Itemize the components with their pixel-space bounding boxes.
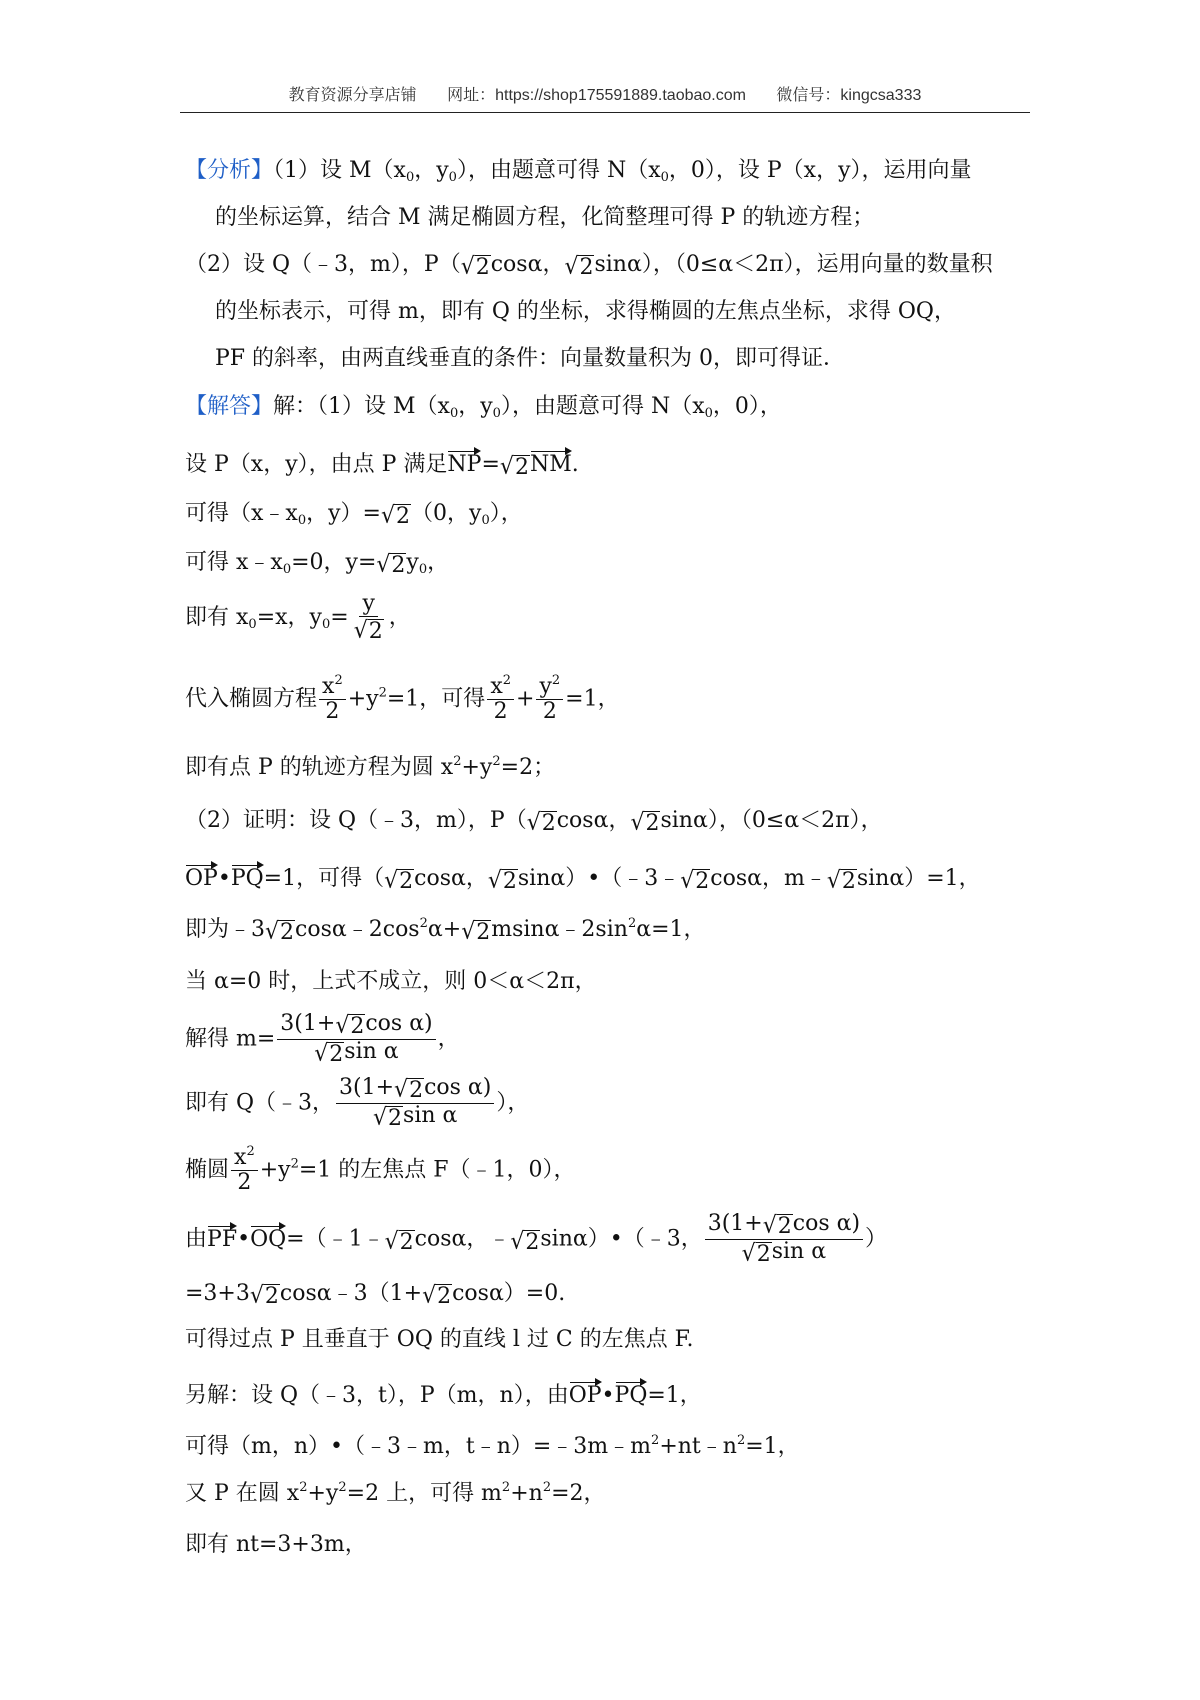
vector-op: OP — [569, 1379, 602, 1407]
fraction-m: 3(1+ √ 2 cos α) √ 2 sin α — [277, 1012, 435, 1067]
solution-line-9: OP•PQ=1，可得（ √ 2 cosα， √ 2 sinα）•（﹣3﹣ √ 2 cosα，m﹣ √ 2 sinα）=1， — [185, 862, 981, 894]
solution-line-7: 即有点 P 的轨迹方程为圆 $x^2+y^2=2$； — [185, 754, 556, 780]
solution-line-13: 即有 Q（﹣3， 3(1+ √ 2 cos α) √ 2 sin α ）， — [185, 1075, 530, 1131]
solution-line-17: 可得过点 P 且垂直于 OQ 的直线 l 过 C 的左焦点 F. — [185, 1327, 694, 1352]
vector-pf: PF — [207, 1223, 237, 1251]
fraction-x2-over-2: $\frac{x^2}{2}$ — [319, 675, 346, 724]
vector-op: OP — [185, 862, 218, 890]
analysis-line-5: PF 的斜率，由两直线垂直的条件：向量数量积为 0，即可得证． — [215, 346, 846, 371]
solution-line-10: 即为﹣3 √ 2 $\cos\alpha﹣2\cos^2\alpha+$ √ 2 $msin\alpha﹣2\sin^2\alpha=1$， — [185, 916, 706, 945]
analysis-line-4: 的坐标表示，可得 m，即有 Q 的坐标，求得椭圆的左焦点坐标，求得 OQ， — [215, 299, 956, 324]
analysis-tag: 【分析】 — [185, 158, 274, 183]
analysis-line-2: 的坐标运算，结合 M 满足椭圆方程，化简整理可得 P 的轨迹方程； — [215, 205, 875, 230]
solution-tag: 【解答】 — [185, 394, 274, 419]
solution-line-14: 椭圆 $\frac{x^2}{2}$ $+y^2=1$ 的左焦点 F（﹣1，0）， — [185, 1144, 576, 1195]
header-shop: 教育资源分享店铺 — [288, 87, 417, 104]
solution-line-15: 由PF•OQ=（﹣1﹣ √ 2 cosα，﹣ √ 2 sinα）•（﹣3， 3(1+ √ 2 cos α) √ 2 sin α ） — [185, 1211, 888, 1267]
header-divider — [180, 112, 1030, 113]
fraction-x2-over-2: $\frac{x^2}{2}$ — [487, 675, 514, 724]
sqrt2: √ 2 — [380, 502, 411, 529]
solution-line-18: 另解：设 Q（﹣3，t），P（m，n），由OP•PQ=1， — [185, 1379, 702, 1410]
fraction-y2-over-2: $\frac{y^2}{2}$ — [536, 675, 563, 724]
solution-line-11: 当 α=0 时，上式不成立，则 0＜α＜2π， — [185, 969, 597, 994]
solution-line-16: =3+3 √ 2 cosα﹣3（1+ √ 2 cosα）=0. — [185, 1281, 566, 1309]
solution-line-2: 设 P（x，y），由点 P 满足NP= √ 2 NM. — [185, 448, 579, 480]
sqrt2: √ 2 — [564, 253, 594, 280]
page-header — [180, 82, 1030, 112]
fraction-m: 3(1+ √ 2 cos α) √ 2 sin α — [705, 1212, 863, 1267]
vector-oq: OQ — [250, 1223, 286, 1251]
vector-pq: PQ — [615, 1379, 648, 1407]
vector-nm: NM — [530, 448, 572, 476]
solution-line-21: 即有 nt=3+3m， — [185, 1532, 367, 1557]
solution-line-19: 可得（m，n）•（﹣3﹣m，$t﹣n)=﹣3m﹣m^2+nt﹣n^2=1$， — [185, 1433, 800, 1459]
sqrt2: √ 2 — [376, 551, 406, 578]
solution-line-3: 可得（$x﹣x_0$，y）= √ 2 （0，$y_0$）， — [185, 501, 523, 529]
solution-line-8: （2）证明：设 Q（﹣3，m），P（ √ 2 cosα， √ 2 sinα），（0≤α＜2π）， — [185, 808, 883, 836]
analysis-line-3: （2）设 Q（﹣3，m），P（ √ 2 cosα， √ 2 sinα），（0≤α＜2π），运用向量的数量积 — [185, 252, 993, 280]
solution-line-4: 可得 $x﹣x_0=0$，y= √ 2 $y_0$， — [185, 550, 450, 578]
analysis-line-1: 【分析】（1）设 $M(x_0$，$y_0$），由题意可得 $N(x_0$，0），设 P（x，y），运用向量 — [185, 158, 972, 185]
solution-line-20: 又 P 在圆 $x^2+y^2=2$ 上，可得 $m^2+n^2=2$， — [185, 1480, 606, 1506]
vector-pq: PQ — [231, 862, 264, 890]
vector-np: NP — [447, 448, 481, 476]
header-wechat: 微信号：kingcsa333 — [776, 87, 922, 104]
solution-line-5: 即有 $x_0=x$，$y_0=$ y √ 2 ， — [185, 591, 411, 644]
header-url[interactable]: 网址：https://shop175591889.taobao.com — [447, 87, 746, 104]
fraction-y-over-sqrt2: y √ 2 — [353, 591, 383, 644]
fraction-x2-over-2: $\frac{x^2}{2}$ — [231, 1146, 258, 1195]
fraction-m: 3(1+ √ 2 cos α) √ 2 sin α — [336, 1076, 494, 1131]
solution-line-6: 代入椭圆方程 $\frac{x^2}{2}$ $+y^2=1$，可得 $\frac{x^2}{2}$ + $\frac{y^2}{2}$ =1， — [185, 673, 620, 724]
sqrt2: √ 2 — [460, 253, 490, 280]
solution-line-1: 【解答】解：（1）设 $M(x_0$，$y_0$），由题意可得 $N(x_0$，0）， — [185, 394, 782, 421]
sqrt2: √ 2 — [499, 453, 529, 480]
solution-line-12: 解得 m= 3(1+ √ 2 cos α) √ 2 sin α ， — [185, 1011, 460, 1067]
